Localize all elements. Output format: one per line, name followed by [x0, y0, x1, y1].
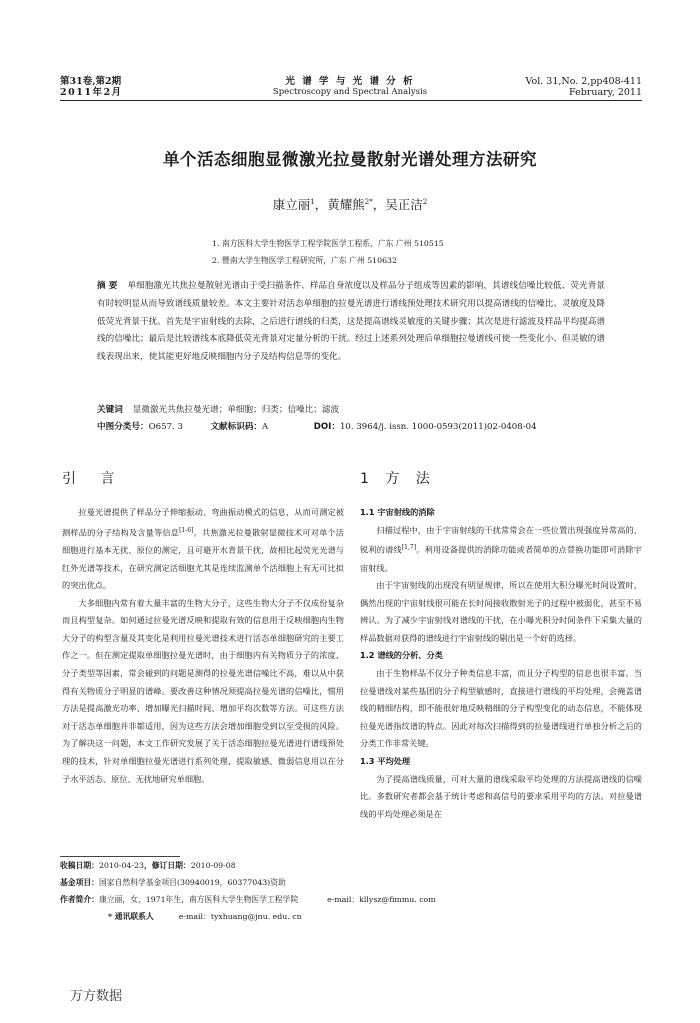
- volume-issue: 第31卷,第2期: [60, 76, 122, 87]
- email-label: e-mail：: [327, 895, 360, 904]
- author-email: kllysz@fimmu. com: [359, 895, 436, 904]
- keywords-block: [97, 402, 605, 436]
- footnote-corresponding: [60, 908, 436, 925]
- subsection-1-1-heading: 1.1 宇宙射线的消除: [360, 507, 435, 517]
- received-label: 收稿日期：: [60, 861, 99, 870]
- author-affil-mark: 2: [422, 197, 428, 206]
- methods-paragraph: 由于宇宙射线的出现没有明显规律，所以在使用大积分曝光时间设置时，偶然出现的宇宙射线很可能在长时间接收散射光子的过程中被弱化，甚至不易辨认。为了减少宇宙射线对谱线的干扰，在小曝光积分时间条件下采集大量的样品数据对获得的谱线进行宇宙射线的剔出是一个好的选择。: [360, 580, 642, 643]
- watermark-text: 万方数据: [70, 989, 123, 1004]
- abstract-text: 单细胞激光共焦拉曼散射光谱由于受扫描条件、样品自身浓度以及样品分子组成等因素的影响，其谱线信噪比较低、荧光背景有时较明显从而导致谱线质量较差。本文主要针对活态单细胞的拉曼光谱进行谱线预处理技术研究用以提高谱线的信噪比、灵敏度及降低荧光背景干扰。首先是宇宙射线的去除，之后进行谱线的归类，这是提高谱线灵敏度的关键步骤；其次是进行滤波及样品平均提高谱线的信噪比；最后是比较谱线本底降低荧光背景对定量分析的干扰。经过上述系列处理后单细胞拉曼谱线可使一些变化小、但灵敏的谱线表现出来，使其能更好地反映细胞内分子及结构信息等的变化。: [97, 281, 605, 363]
- clc-code: O657. 3: [148, 422, 183, 432]
- header-divider: [60, 100, 642, 101]
- author-separator: ，: [314, 197, 328, 212]
- footnote-dates: [60, 857, 436, 874]
- clc-label: 中图分类号：: [97, 422, 149, 432]
- corr-email-label: e-mail：: [178, 912, 211, 921]
- affiliation-item: 2. 暨南大学生物医学工程研究所，广东 广州 510632: [212, 256, 397, 265]
- author-name: 吴正洁: [385, 197, 423, 212]
- affiliation-list: [212, 235, 444, 269]
- keywords-line: [97, 402, 605, 419]
- methods-heading: 1 方 法: [360, 471, 436, 487]
- intro-paragraph: 大多细胞内常有着大量丰富的生物大分子，这些生物大分子不仅成份复杂而且构型复杂。如何通过拉曼光谱反映和提取有效的信息用于反映细胞内生物大分子的构型含量及其变化是利用拉曼光谱技术进行活态单细胞研究的主要工作之一。但在测定提取单细胞拉曼光谱时，由于细胞内有关物质分子的浓度、分子类型等因素，常会碰到的问题是测得的拉曼光谱信噪比不高，难以从中获得有关物质分子明显的谱峰。要改善这种情况须提高拉曼光谱的信噪比，惯用方法是提高激光功率、增加曝光扫描时间、增加平均次数等方法。可这些方法对于活态单细胞并非都适用，因为这些方法会增加细胞受到以至受损的风险。为了解决这一问题，本文工作研究发展了关于活态细胞拉曼光谱进行谱线预处理的技术，针对单细胞拉曼光谱进行系列处理，提取敏感、微弱信息用以在分子水平活态、原位、无扰地研究单细胞。: [62, 597, 344, 784]
- journal-title-cn: 光 谱 学 与 光 谱 分 析: [285, 76, 415, 87]
- footnote-bio: [60, 891, 436, 908]
- keywords-text: 显微激光共焦拉曼光谱；单细胞；归类；信噪比；滤波: [132, 405, 340, 415]
- author-affil-mark: 1: [310, 197, 315, 206]
- author-affil-mark: 2*: [364, 197, 373, 206]
- keywords-label: 关键词: [97, 405, 123, 415]
- received-date: 2010-04-23: [98, 861, 144, 870]
- subsection-1-3-heading: 1.3 平均处理: [360, 756, 411, 767]
- intro-p1-text: 拉曼光谱提供了样品分子伸缩振动、弯曲振动模式的信息，从而可测定被测样品的分子结构及含量等信息: [62, 507, 344, 538]
- revised-date: 2010-09-08: [190, 861, 236, 870]
- publication-date: 2011年2月: [60, 87, 123, 98]
- author-separator: ，: [372, 197, 386, 212]
- citation: [1-6]: [179, 526, 194, 534]
- author-name: 黄耀熊: [327, 197, 365, 212]
- citation: [1,7]: [401, 544, 417, 552]
- journal-pagination: [525, 76, 642, 98]
- s11-p1-text-cont: 。利用设备提供的消除功能或者简单的点替换功能即可消除宇宙射线。: [360, 544, 642, 573]
- affiliation-item: 1. 南方医科大学生物医学工程学院医学工程系，广东 广州 510515: [212, 239, 444, 248]
- doc-code-label: 文献标识码：: [210, 422, 263, 432]
- doi-label: DOI：: [313, 422, 340, 432]
- abstract: [97, 278, 605, 367]
- journal-title-en: Spectroscopy and Spectral Analysis: [272, 87, 428, 97]
- fund-label: 基金项目：: [60, 878, 99, 887]
- classification-line: [97, 419, 605, 436]
- methods-paragraph: 由于生物样品不仅分子种类信息丰富，而且分子构型的信息也很丰富。当拉曼谱线对某些基团的分子构型敏感时，直接进行谱线的平均处理，会掩盖谱线的精细结构，即不能很好地反映精细的分子构型变化的动态信息，不能体现拉曼光谱指纹谱的特点。因此对每次扫描得到的拉曼谱线进行单独分析之后的分类工作非常关键。: [360, 668, 642, 749]
- s11-p1-text: 扫描过程中，由于宇宙射线的干扰常常会在一些位置出现强度异常高的、锐利的谱线: [360, 524, 642, 555]
- methods-body: [360, 504, 642, 823]
- subsection-1-2-heading: 1.2 谱线的分析、分类: [360, 650, 443, 661]
- revised-label: ，修订日期：: [143, 861, 191, 870]
- corresponding-label: * 通讯联系人: [108, 912, 154, 921]
- doc-code: A: [262, 422, 269, 432]
- intro-heading: 引 言: [62, 471, 125, 487]
- intro-body: [62, 504, 344, 788]
- footnote-fund: [60, 874, 436, 891]
- issue-month: February, 2011: [569, 87, 642, 98]
- intro-p1-text-cont: 。共焦激光拉曼散射显微技术可对单个活细胞进行基本无扰、原位的测定，且可避开水背景干扰，故相比起荧光光谱与红外光谱等技术，在研究测定活细胞尤其是连续监测单个活细胞上有无可比拟的突出优点。: [62, 527, 344, 591]
- paper-title: 单个活态细胞显微激光拉曼散射光谱处理方法研究: [163, 150, 537, 169]
- methods-paragraph: 为了提高谱线质量，可对大量的谱线采取平均处理的方法提高谱线的信噪比。多数研究者都会基于统计考虑和高信号的要求采用平均的方法。对拉曼谱线的平均处理必须是在: [360, 773, 642, 819]
- bio-label: 作者简介：: [60, 895, 99, 904]
- doi-value: 10. 3964/j. issn. 1000-0593(2011)02-0408-04: [339, 422, 537, 432]
- intro-paragraph: [62, 504, 344, 595]
- author-name: 康立丽: [272, 197, 311, 212]
- methods-paragraph: [360, 522, 642, 578]
- author-list: [0, 195, 700, 213]
- footnotes: [60, 857, 436, 925]
- volume-pages: Vol. 31,No. 2,pp408-411: [525, 76, 642, 87]
- abstract-label: 摘 要: [97, 281, 118, 291]
- bio-text: 康立丽，女，1971年生，南方医科大学生物医学工程学院: [98, 895, 299, 904]
- fund-text: 国家自然科学基金项目(30940019，60377043)资助: [98, 878, 286, 887]
- corresponding-email: tyxhuang@jnu. edu. cn: [210, 912, 302, 921]
